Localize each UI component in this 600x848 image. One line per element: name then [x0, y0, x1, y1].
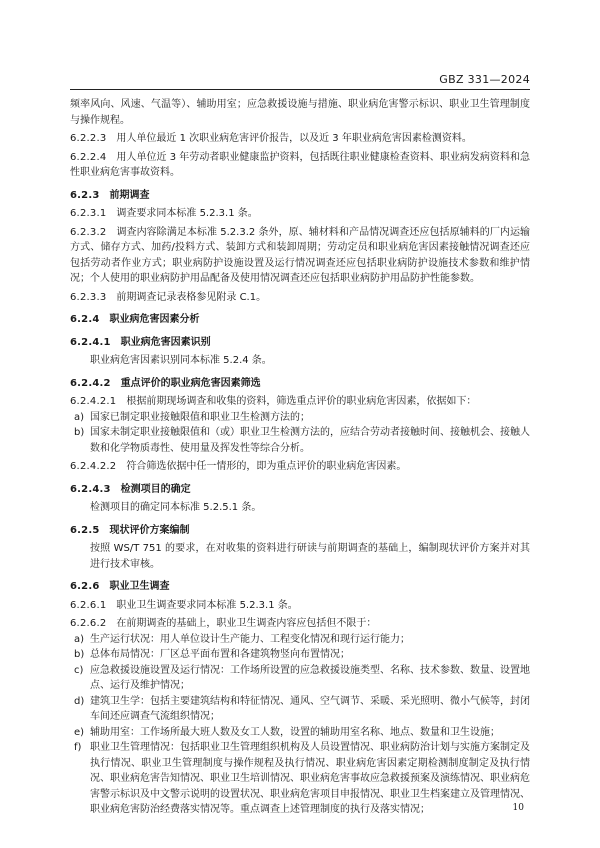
list-item — [70, 410, 530, 426]
clause-number: 6.2.2.3 — [70, 133, 107, 144]
section-number: 6.2.4 — [70, 314, 100, 325]
list-marker: a) — [74, 411, 85, 423]
clause-number: 6.2.3.3 — [70, 291, 107, 303]
section-number: 6.2.3 — [70, 189, 100, 201]
list-text: 生产运行状况：用人单位设计生产能力、工程变化情况和现行运行能力； — [90, 633, 410, 645]
numbered-clause — [70, 290, 530, 306]
numbered-clause — [70, 206, 530, 222]
section-title: 职业病危害因素分析 — [109, 314, 200, 325]
list-item — [70, 425, 530, 456]
document-body — [70, 97, 530, 818]
clause-text: 根据前期现场调查和收集的资料，筛选重点评价的职业病危害因素，依据如下： — [126, 396, 477, 407]
clause-text: 在前期调查的基础上，职业卫生调查内容应包括但不限于： — [116, 618, 377, 629]
list-item — [70, 725, 530, 741]
list-item — [70, 647, 530, 663]
list-marker: e) — [74, 726, 85, 738]
section-heading — [70, 579, 530, 595]
section-number: 6.2.6 — [70, 581, 100, 592]
section-title: 职业卫生调查 — [109, 581, 170, 592]
clause-text: 调查内容除满足本标准 5.2.3.2 条外，原、辅材料和产品情况调查还应包括原辅料的厂内运输方式、储存方式、加药/投料方式、装卸方式和装卸周期；劳动定员和职业病危害因素接触情况调查还应包括劳动者作业方式；职业病防护设施设置及运行情况调查还应包括职业病防护设施技术参数和维护情况；个人使用的职业病防护用品配备及使用情况调查还应包括职业病防护用品防护性能参数。 — [70, 226, 530, 284]
list-text: 应急救援设施设置及运行情况：工作场所设置的应急救援设施类型、名称、技术参数、数量、设置地点、运行及维护情况； — [90, 664, 530, 691]
numbered-clause — [70, 225, 530, 287]
paragraph: 频率风向、风速、气温等）、辅助用室；应急救援设施与措施、职业病危害警示标识、职业卫生管理制度与操作规程。 — [70, 99, 530, 126]
clause-number: 6.2.4.2.2 — [70, 461, 117, 472]
section-heading — [70, 312, 530, 328]
list-text: 国家已制定职业接触限值和职业卫生检测方法的； — [90, 411, 310, 423]
section-title: 现状评价方案编制 — [109, 524, 190, 536]
clause-text: 用人单位最近 1 次职业病危害评价报告，以及近 3 年职业病危害因素检测资料。 — [116, 133, 472, 144]
clause-text: 职业卫生调查要求同本标准 5.2.3.1 条。 — [116, 599, 298, 611]
clause-number: 6.2.2.4 — [70, 151, 107, 163]
section-heading — [70, 482, 530, 498]
paragraph: 职业病危害因素识别同本标准 5.2.4 条。 — [90, 355, 272, 366]
clause-number: 6.2.3.2 — [70, 226, 107, 238]
list-text: 国家未制定职业接触限值和（或）职业卫生检测方法的，应结合劳动者接触时间、接触机会、接触人数和化学物质毒性、使用量及挥发性等综合分析。 — [90, 427, 530, 454]
section-number: 6.2.4.2 — [70, 377, 111, 389]
list-text: 职业卫生管理情况：包括职业卫生管理组织机构及人员设置情况、职业病防治计划与实施方案制定及执行情况、职业卫生管理制度与操作规程及执行情况、职业病危害因素定期检测制度制定及执行情况、职业病危害告知情况、职业卫生培训情况、职业病危害事故应急救援预案及演练情况、职业病危害警示标识及中文警示说明的设置状况、职业病危害项目申报情况、职业卫生档案建立及管理情况、职业病危害防治经费落实情况等。重点调查上述管理制度的执行及落实情况； — [90, 742, 530, 815]
paragraph: 按照 WS/T 751 的要求，在对收集的资料进行研读与前期调查的基础上，编制现状评价方案并对其进行技术审核。 — [90, 543, 530, 570]
section-heading — [70, 335, 530, 351]
list-item — [70, 632, 530, 648]
section-title: 职业病危害因素识别 — [120, 336, 211, 348]
standard-code: GBZ 331—2024 — [439, 73, 530, 86]
list-text: 建筑卫生学：包括主要建筑结构和特征情况、通风、空气调节、采暖、采光照明、微小气候等，封闭车间还应调查气流组织情况； — [90, 695, 530, 722]
list-marker: d) — [74, 695, 85, 707]
section-heading — [70, 188, 530, 204]
list-marker: c) — [74, 664, 84, 676]
section-number: 6.2.5 — [70, 524, 100, 536]
section-title: 检测项目的确定 — [120, 483, 191, 495]
list-marker: b) — [74, 427, 85, 438]
numbered-clause — [70, 598, 530, 614]
list-item — [70, 740, 530, 818]
clause-number: 6.2.3.1 — [70, 208, 107, 219]
page-number: 10 — [512, 803, 524, 813]
section-heading — [70, 376, 530, 392]
header-rule — [70, 89, 530, 90]
numbered-clause — [70, 459, 530, 475]
clause-number: 6.2.6.2 — [70, 618, 107, 629]
section-heading — [70, 523, 530, 539]
clause-text: 用人单位近 3 年劳动者职业健康监护资料，包括既往职业健康检查资料、职业病发病资料和急性职业病危害事故资料。 — [70, 151, 530, 178]
list-item — [70, 694, 530, 725]
clause-text: 调查要求同本标准 5.2.3.1 条。 — [116, 208, 258, 219]
section-title: 前期调查 — [109, 189, 150, 201]
list-marker: f) — [74, 742, 82, 753]
numbered-clause — [70, 616, 530, 632]
section-number: 6.2.4.3 — [70, 483, 111, 495]
paragraph: 检测项目的确定同本标准 5.2.5.1 条。 — [90, 502, 262, 513]
clause-number: 6.2.4.2.1 — [70, 396, 117, 407]
numbered-clause — [70, 394, 530, 410]
clause-text: 符合筛选依据中任一情形的，即为重点评价的职业病危害因素。 — [126, 461, 407, 472]
list-item — [70, 663, 530, 694]
list-marker: a) — [74, 633, 85, 645]
section-number: 6.2.4.1 — [70, 336, 111, 348]
clause-number: 6.2.6.1 — [70, 599, 107, 611]
list-marker: b) — [74, 649, 85, 660]
section-title: 重点评价的职业病危害因素筛选 — [120, 377, 261, 389]
list-text: 总体布局情况：厂区总平面布置和各建筑物竖向布置情况； — [90, 649, 350, 660]
list-text: 辅助用室：工作场所最大班人数及女工人数，设置的辅助用室名称、地点、数量和卫生设施； — [90, 726, 500, 738]
clause-text: 前期调查记录表格参见附录 C.1。 — [116, 291, 267, 303]
numbered-clause — [70, 131, 530, 147]
numbered-clause — [70, 150, 530, 181]
